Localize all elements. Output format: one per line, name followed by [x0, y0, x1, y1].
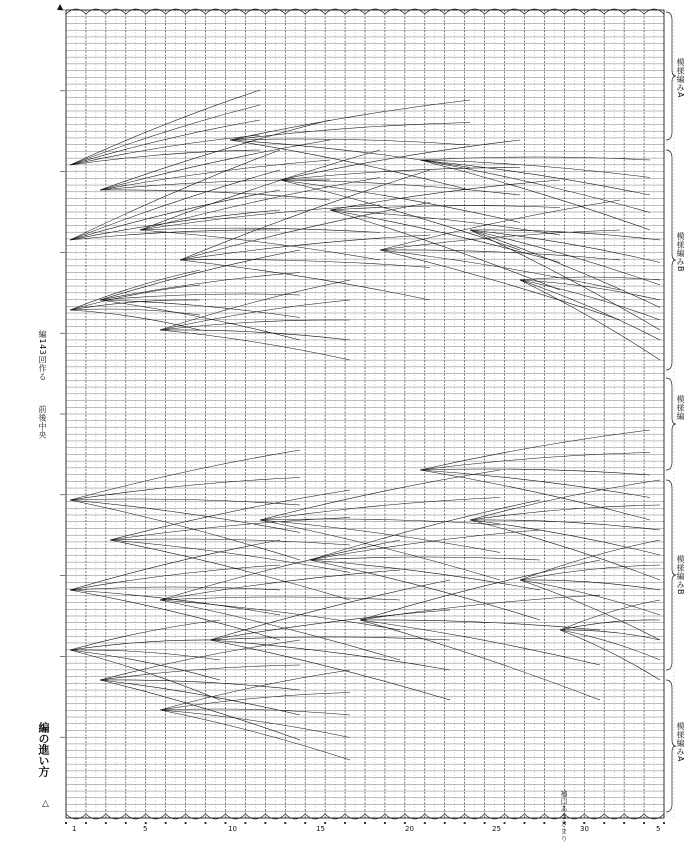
bottom-tick [324, 822, 326, 824]
cuff-note: 袖口あききまり [560, 790, 568, 843]
center-note: 前後中央 [38, 405, 47, 439]
col-number-10: 10 [228, 825, 237, 833]
stitch-arc [70, 105, 260, 165]
stitch-arc [260, 520, 500, 553]
stitch-arc [420, 157, 650, 160]
section-brackets [666, 12, 676, 812]
stitch-arc [160, 330, 350, 340]
stitch-arc [280, 180, 520, 223]
start-mark: ▲ [57, 2, 64, 11]
stitch-arc [70, 90, 260, 165]
bottom-tick [663, 822, 665, 824]
section-bracket [666, 378, 676, 470]
bottom-tick [85, 822, 87, 824]
section-label-b-bottom: 模様編みB [676, 555, 685, 595]
stitch-arc [420, 430, 650, 470]
stitch-arc [70, 620, 220, 650]
bottom-tick [65, 822, 67, 824]
col-number-end: 5 [656, 825, 661, 833]
stitch-arc [470, 520, 660, 555]
stitch-arc [100, 640, 300, 680]
stitch-arc [100, 680, 300, 690]
stitch-arc [210, 637, 450, 640]
bottom-tick [384, 822, 386, 824]
bottom-tick [264, 822, 266, 824]
section-label-middle: 模様編 [676, 395, 685, 421]
stitch-arc [70, 309, 200, 315]
stitch-arc [210, 610, 450, 640]
stitch-arc [100, 273, 300, 301]
bottom-tick [304, 822, 306, 824]
stitch-arc [360, 595, 600, 620]
stitch-arc [280, 168, 520, 181]
stitch-arc [160, 570, 400, 600]
bottom-tick [484, 822, 486, 824]
bottom-tick [583, 822, 585, 824]
stitch-arc [230, 100, 470, 140]
section-label-a-bottom: 模様編みA [676, 722, 685, 762]
stitch-arc [420, 470, 650, 498]
stitch-arc [160, 710, 350, 760]
stitch-arc [560, 600, 660, 630]
stitch-arc [210, 640, 450, 670]
stitch-arc [70, 190, 280, 240]
bottom-tick [404, 822, 406, 824]
bottom-tick [165, 822, 167, 824]
stitch-arc [470, 480, 660, 520]
col-number-1: 1 [72, 825, 77, 833]
stitch-arc [520, 580, 660, 590]
bottom-tick [623, 822, 625, 824]
stitch-arc [140, 205, 380, 230]
col-number-30: 30 [580, 825, 589, 833]
col-number-15: 15 [316, 825, 325, 833]
stitch-arc [160, 320, 350, 330]
stitch-arc [420, 160, 650, 230]
stitch-arc [560, 630, 660, 680]
stitch-arc [520, 540, 660, 580]
chart-grid [60, 9, 674, 824]
bottom-tick [643, 822, 645, 824]
chart-title: 編の進い方 [37, 722, 50, 777]
bottom-tick [543, 822, 545, 824]
bottom-tick [603, 822, 605, 824]
stitch-arc [520, 580, 660, 615]
section-bracket [666, 480, 676, 670]
stitch-arc [520, 277, 660, 280]
stitch-arc [560, 630, 660, 660]
stitch-arc [280, 140, 520, 180]
rows-note: 編143回作る [38, 330, 47, 381]
bottom-tick [244, 822, 246, 824]
stitch-arc [70, 650, 220, 680]
stitch-arc [160, 330, 350, 360]
bottom-tick [125, 822, 127, 824]
end-mark: △ [42, 799, 49, 809]
bottom-tick [424, 822, 426, 824]
stitch-arc [100, 120, 330, 190]
bottom-tick [205, 822, 207, 824]
bottom-tick [464, 822, 466, 824]
stitch-arc [420, 469, 650, 475]
bottom-tick [284, 822, 286, 824]
stitch-arc [140, 230, 380, 260]
section-bracket [666, 12, 676, 140]
section-label-a-top: 模様編みA [676, 58, 685, 98]
stitch-arc [560, 620, 660, 630]
stitch-arc [260, 498, 500, 521]
stitch-arc [260, 520, 500, 580]
stitch-arc [70, 587, 280, 590]
stitch-arc [470, 230, 660, 240]
bottom-tick [224, 822, 226, 824]
col-number-5: 5 [143, 825, 148, 833]
stitch-arc [70, 640, 220, 650]
bottom-tick [344, 822, 346, 824]
col-number-25: 25 [492, 825, 501, 833]
stitch-arc [520, 280, 660, 360]
stitch-arc [260, 519, 500, 525]
stitch-arc [160, 600, 400, 660]
bottom-tick [523, 822, 525, 824]
stitch-arc [160, 709, 350, 715]
stitch-arc [470, 520, 660, 580]
section-bracket [666, 150, 676, 370]
stitch-arc [70, 170, 280, 240]
section-bracket [666, 680, 676, 812]
stitch-arc [70, 150, 280, 240]
stitch-arc [470, 230, 660, 330]
stitch-arc [70, 650, 220, 660]
stitch-arc [360, 620, 600, 700]
col-number-20: 20 [405, 825, 414, 833]
stitch-arc [560, 630, 660, 640]
stitch-arc [70, 230, 280, 240]
stitch-arc [70, 450, 300, 500]
bottom-tick [364, 822, 366, 824]
bottom-tick [185, 822, 187, 824]
stitch-arc [230, 139, 470, 145]
stitch-arc [140, 150, 380, 230]
bottom-tick [105, 822, 107, 824]
stitch-arc [470, 230, 660, 308]
section-label-b-top: 模様編みB [676, 232, 685, 272]
bottom-tick [145, 822, 147, 824]
bottom-tick [504, 822, 506, 824]
stitch-arc [100, 294, 300, 300]
bottom-tick [444, 822, 446, 824]
stitch-arc [160, 693, 350, 711]
